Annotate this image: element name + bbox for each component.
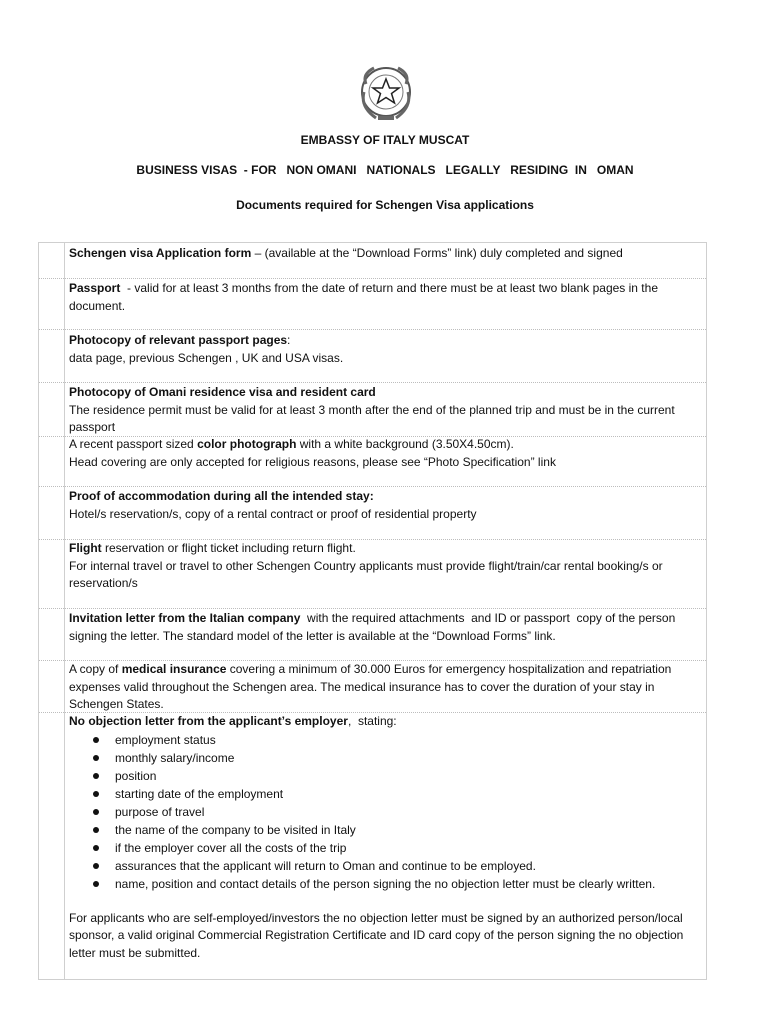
row-title: color photograph: [197, 437, 297, 451]
table-row-flight: [69, 540, 700, 593]
list-item: starting date of the employment: [115, 785, 700, 803]
list-item: the name of the company to be visited in Italy: [115, 821, 700, 839]
table-row-employer: [69, 713, 700, 962]
embassy-title: EMBASSY OF ITALY MUSCAT: [300, 133, 470, 147]
row-title: medical insurance: [121, 662, 227, 676]
table-row-application-form: [69, 245, 700, 263]
row-text: with the required attachments and ID or passport copy of the person signing the letter. The standard model of the letter is available at the “Download Forms” link.: [69, 611, 679, 643]
list-item: assurances that the applicant will return to Oman and continue to be employed.: [115, 857, 700, 875]
row-title: Invitation letter from the Italian company: [69, 611, 301, 625]
row-colon: :: [287, 333, 291, 347]
row-text: A copy of: [69, 662, 122, 676]
table-row-residence: [69, 384, 700, 437]
row-text: , stating:: [347, 714, 397, 728]
row-title: Proof of accommodation during all the intended stay:: [69, 489, 374, 503]
italian-republic-emblem-icon: [356, 62, 416, 126]
row-text: Hotel/s reservation/s, copy of a rental contract or proof of residential property: [69, 506, 477, 521]
row-title: Passport: [69, 281, 121, 295]
row-title: Photocopy of Omani residence visa and resident card: [69, 385, 376, 399]
row-text: reservation or flight ticket including return flight.: [101, 541, 356, 555]
row-title: Photocopy of relevant passport pages: [69, 333, 288, 347]
row-text: - valid for at least 3 months from the date of return and there must be at least two blank pages in the document.: [69, 281, 662, 313]
list-item: monthly salary/income: [115, 749, 700, 767]
table-row-photo: [69, 436, 700, 471]
list-item: position: [115, 767, 700, 785]
table-row-accommodation: [69, 488, 700, 523]
section-title: Documents required for Schengen Visa applications: [236, 198, 534, 212]
row-text: covering a minimum of 30.000 Euros for emergency hospitalization and repatriation expenses valid throughout the Schengen area. The medical insurance has to cover the duration of your stay in Schengen States.: [69, 662, 672, 711]
table-row-photocopy-pages: [69, 332, 700, 367]
employer-requirements-list: [69, 731, 700, 893]
list-item: purpose of travel: [115, 803, 700, 821]
row-title: No objection letter from the applicant’s employer: [69, 714, 348, 728]
requirements-table: [38, 242, 707, 980]
table-row-invitation: [69, 610, 700, 645]
table-row-insurance: [69, 661, 700, 714]
row-text: – (available at the “Download Forms” link) duly completed and signed: [251, 246, 623, 260]
row-text: Head covering are only accepted for religious reasons, please see “Photo Specification” link: [69, 454, 556, 469]
row-title: Flight: [69, 541, 102, 555]
row-text: For internal travel or travel to other Schengen Country applicants must provide flight/train/car rental booking/s or reservation/s: [69, 558, 663, 590]
row-title: Schengen visa Application form: [69, 246, 252, 260]
row-text: data page, previous Schengen , UK and USA visas.: [69, 350, 344, 365]
list-item: employment status: [115, 731, 700, 749]
list-item: if the employer cover all the costs of the trip: [115, 839, 700, 857]
self-employed-note: For applicants who are self-employed/investors the no objection letter must be signed by an authorized person/local sponsor, a valid original Commercial Registration Certificate and ID card copy of the person signing the no objection letter must be submitted.: [69, 910, 684, 960]
row-text: A recent passport sized: [69, 437, 198, 451]
table-column-divider: [64, 243, 65, 979]
row-text: The residence permit must be valid for at least 3 month after the end of the planned trip and must be in the current passport: [69, 402, 675, 434]
row-text: with a white background (3.50X4.50cm).: [296, 437, 514, 451]
document-subtitle: BUSINESS VISAS - FOR NON OMANI NATIONALS LEGALLY RESIDING IN OMAN: [136, 163, 634, 177]
list-item: name, position and contact details of the person signing the no objection letter must be clearly written.: [115, 875, 700, 893]
table-row-passport: [69, 280, 700, 315]
